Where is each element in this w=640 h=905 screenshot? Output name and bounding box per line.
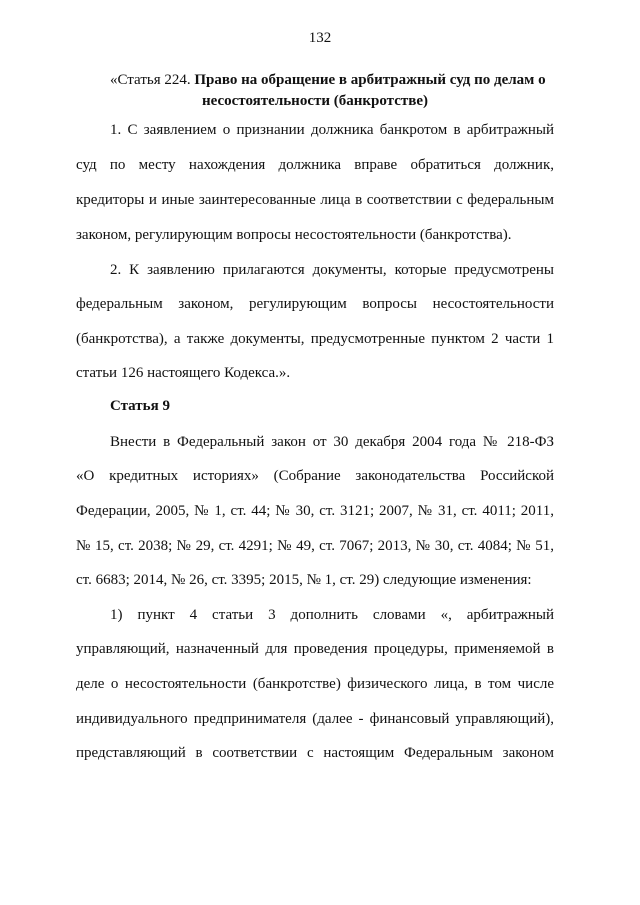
article-heading bbox=[110, 70, 580, 112]
text-line: (банкротства), а также документы, предусмотренные пунктом 2 части 1 bbox=[76, 331, 554, 347]
text-line: ст. 6683; 2014, № 26, ст. 3395; 2015, № 1, ст. 29) следующие изменения: bbox=[76, 572, 532, 588]
text-line: 1) пункт 4 статьи 3 дополнить словами «, арбитражный bbox=[110, 607, 554, 623]
text-line: статьи 126 настоящего Кодекса.». bbox=[76, 365, 291, 381]
page-number: 132 bbox=[308, 30, 332, 46]
text-line: «О кредитных историях» (Собрание законодательства Российской bbox=[76, 468, 554, 484]
text-line: представляющий в соответствии с настоящим Федеральным законом bbox=[76, 745, 554, 761]
section-title: Статья 9 bbox=[110, 398, 170, 414]
text-line: № 15, ст. 2038; № 29, ст. 4291; № 49, ст. 7067; 2013, № 30, ст. 4084; № 51, bbox=[76, 538, 554, 554]
text-line: федеральным законом, регулирующим вопросы несостоятельности bbox=[76, 296, 554, 312]
text-line: законом, регулирующим вопросы несостоятельности (банкротства). bbox=[76, 227, 512, 243]
text-line: кредиторы и иные заинтересованные лица в соответствии с федеральным bbox=[76, 192, 554, 208]
text-line: суд по месту нахождения должника вправе обратиться должник, bbox=[76, 157, 554, 173]
text-line: 2. К заявлению прилагаются документы, которые предусмотрены bbox=[110, 262, 554, 278]
article-title-line-2: несостоятельности (банкротстве) bbox=[202, 93, 428, 109]
article-title-line-1: Право на обращение в арбитражный суд по делам о bbox=[194, 72, 546, 88]
text-line: деле о несостоятельности (банкротстве) физического лица, в том числе bbox=[76, 676, 554, 692]
text-line: индивидуального предпринимателя (далее - финансовый управляющий), bbox=[76, 711, 554, 727]
text-line: 1. С заявлением о признании должника банкротом в арбитражный bbox=[110, 122, 554, 138]
text-line: Федерации, 2005, № 1, ст. 44; № 30, ст. 3121; 2007, № 31, ст. 4011; 2011, bbox=[76, 503, 554, 519]
text-line: Внести в Федеральный закон от 30 декабря 2004 года № 218-ФЗ bbox=[110, 434, 554, 450]
text-line: управляющий, назначенный для проведения процедуры, применяемой в bbox=[76, 641, 554, 657]
article-prefix: «Статья 224. bbox=[110, 72, 191, 88]
